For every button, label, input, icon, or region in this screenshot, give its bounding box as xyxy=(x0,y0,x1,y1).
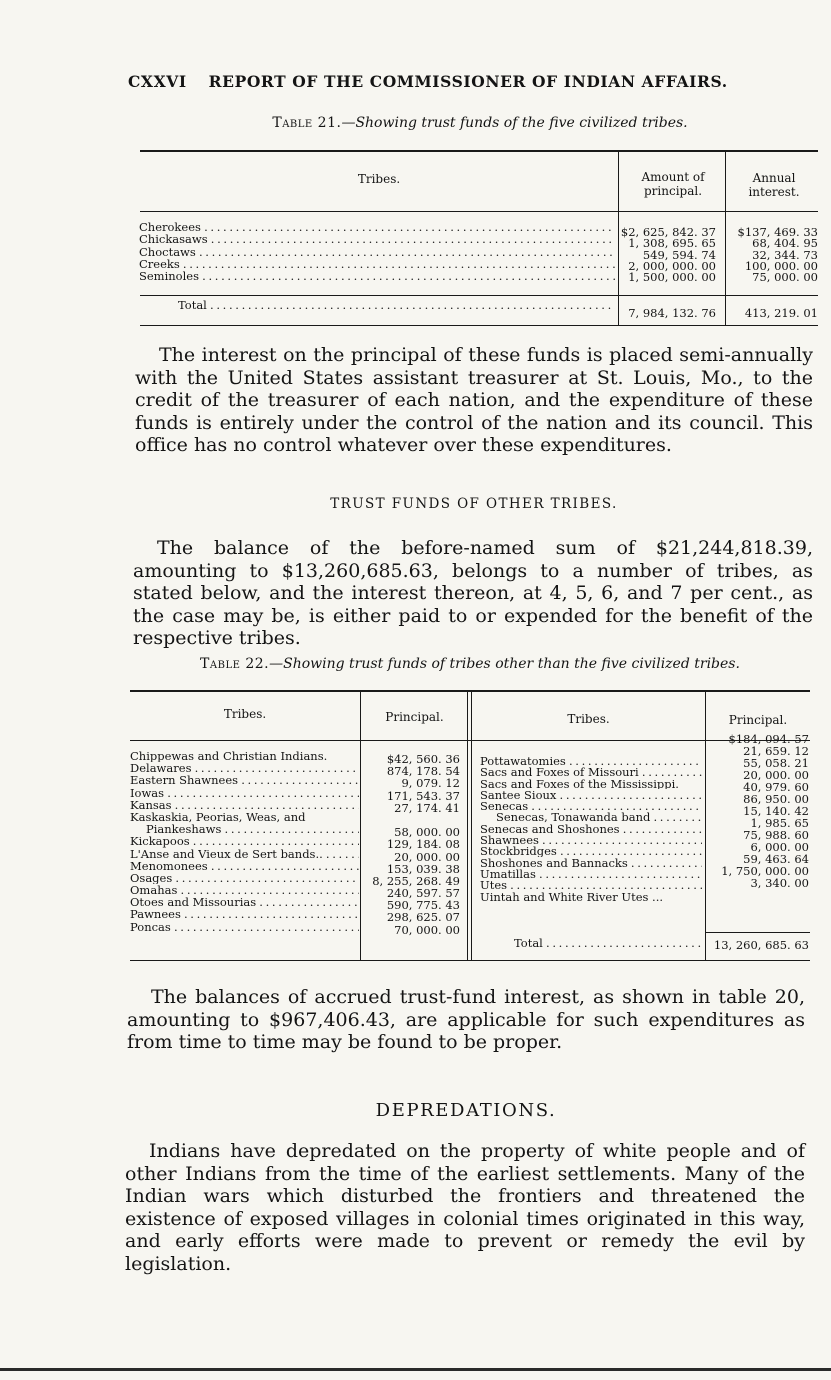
running-head xyxy=(128,72,808,91)
table22-header-principal-right: Principal. xyxy=(728,713,788,727)
table21-header-tribes: Tribes. xyxy=(357,172,401,186)
table-row-tribe: Shoshones and Bannacks . . . xyxy=(480,857,702,868)
table-row-tribe: Creeks . . . xyxy=(139,258,615,270)
table-row-tribe: Iowas . . . xyxy=(130,787,359,799)
table-cell-value: 2, 000, 000. 00 xyxy=(628,258,716,273)
table22-header-principal-left: Principal. xyxy=(385,710,444,724)
table21-header-interest: Annual interest. xyxy=(748,171,800,199)
table-row-tribe: Pawnees . . . xyxy=(130,908,359,920)
table22-header-tribes-left: Tribes. xyxy=(223,707,267,721)
table-cell-value: 75, 000. 00 xyxy=(752,270,818,285)
table22-caption: Table 22.—Showing trust funds of tribes other than the five civilized tribes. xyxy=(200,656,740,672)
table-cell-value: 68, 404. 95 xyxy=(752,236,818,251)
table21-principal-column xyxy=(620,227,716,283)
table21-interest-column xyxy=(727,227,818,283)
table-row-tribe: Piankeshaws . . . xyxy=(130,823,359,835)
table-cell-value: $137, 469. 33 xyxy=(737,225,818,239)
table-cell-value: 40, 979. 60 xyxy=(743,780,809,794)
table-row-tribe: L'Anse and Vieux de Sert bands.. . . . xyxy=(130,848,359,860)
section-heading-depredations: DEPREDATIONS. xyxy=(375,1100,557,1121)
table-cell-value: 70, 000. 00 xyxy=(394,922,460,937)
table-row-tribe: Senecas, Tonawanda band . . . xyxy=(480,811,702,822)
table-row-tribe: Choctaws . . . xyxy=(139,246,615,258)
table21-total-principal: 7, 984, 132. 76 xyxy=(628,306,716,320)
page-bottom-edge xyxy=(0,1368,831,1371)
table-cell-value: 1, 308, 695. 65 xyxy=(628,236,716,251)
table-cell-value: 20, 000. 00 xyxy=(743,768,809,782)
table-cell-value: 129, 184. 08 xyxy=(386,837,460,852)
table-cell-value: 75, 988. 60 xyxy=(743,828,809,842)
table-cell-value: 21, 659. 12 xyxy=(743,744,809,758)
table-cell-value: 549, 594. 74 xyxy=(642,247,716,262)
table-cell-value: 59, 463. 64 xyxy=(743,852,809,866)
table22-right-tribe-column xyxy=(480,755,702,902)
table-row-tribe: Osages . . . xyxy=(130,872,359,884)
table-cell-value: 874, 178. 54 xyxy=(386,764,460,779)
table21-total-label: Total . . . xyxy=(178,299,615,311)
paragraph-depredations: Indians have depredated on the property of white people and of other Indians from the time of the earliest settlements. Many of the Indian wars which disturbed the frontiers and threatened the existence of exposed villages in colonial times originated in this way, and early efforts were made to prevent or remedy the evil by legislation. xyxy=(125,1140,805,1275)
table-cell-value: 55, 058. 21 xyxy=(743,756,809,770)
table-row-tribe: Senecas and Shoshones . . . xyxy=(480,823,702,834)
table-row-tribe: Umatillas . . . xyxy=(480,868,702,879)
table-cell-value: 240, 597. 57 xyxy=(386,886,460,901)
table-cell-value: 8, 255, 268. 49 xyxy=(372,873,460,888)
table-row-tribe: Santee Sioux . . . xyxy=(480,789,702,800)
table-cell-value: 298, 625. 07 xyxy=(386,910,460,925)
table-row-tribe: Sacs and Foxes of Missouri . . . xyxy=(480,766,702,777)
table-row-tribe: Sacs and Foxes of the Mississippi. xyxy=(480,777,679,789)
table22-right-principal-column xyxy=(707,733,809,889)
table21-header-principal: Amount of principal. xyxy=(641,170,705,198)
table-row-tribe: Uintah and White River Utes ... xyxy=(480,890,664,902)
running-head-title: REPORT OF THE COMMISSIONER OF INDIAN AFFAIRS. xyxy=(208,72,728,91)
table-row-tribe: Pottawatomies . . . xyxy=(480,755,702,766)
table-cell-value: 6, 000. 00 xyxy=(750,840,809,854)
table-row-tribe: Utes . . . xyxy=(480,879,702,890)
table-cell-value: 100, 000. 00 xyxy=(744,258,818,273)
table-row-tribe: Poncas . . . xyxy=(130,921,359,933)
table21-total-interest: 413, 219. 01 xyxy=(744,306,818,320)
section-heading-trust-funds: TRUST FUNDS OF OTHER TRIBES. xyxy=(330,496,618,512)
paragraph-accrued-interest: The balances of accrued trust-fund interest, as shown in table 20, amounting to $967,406.43, are applicable for such expenditures as from time to time may be found to be proper. xyxy=(127,986,805,1053)
table-cell-value: 20, 000. 00 xyxy=(394,849,460,864)
table-cell-value: 27, 174. 41 xyxy=(394,800,460,815)
table-cell-value: 590, 775. 43 xyxy=(386,898,460,913)
table-row-tribe: Eastern Shawnees . . . xyxy=(130,774,359,786)
table-row-tribe: Menomonees . . . xyxy=(130,860,359,872)
table-row-tribe: Kickapoos . . . xyxy=(130,835,359,847)
table21-caption: Table 21.—Showing trust funds of the five civilized tribes. xyxy=(272,115,688,131)
table21-tribe-column xyxy=(139,221,615,282)
table-cell-value: 9, 079. 12 xyxy=(401,776,460,791)
table-cell-value: 32, 344. 73 xyxy=(752,247,818,262)
table22-total-value: 13, 260, 685. 63 xyxy=(713,938,809,952)
table22-left-principal-column xyxy=(362,753,460,936)
table-cell-value: 1, 500, 000. 00 xyxy=(628,270,716,285)
paragraph-balance: The balance of the before-named sum of $21,244,818.39, amounting to $13,260,685.63, belongs to a number of tribes, as stated below, and the interest thereon, at 4, 5, 6, and 7 per cent., as the case may be, is either paid to or expended for the benefit of the respective tribes. xyxy=(133,537,813,649)
table-row-tribe: Shawnees . . . xyxy=(480,834,702,845)
table-cell-value: 153, 039. 38 xyxy=(386,861,460,876)
table22-left-tribe-column xyxy=(130,750,359,933)
table-cell-value: 58, 000. 00 xyxy=(394,825,460,840)
table-row-tribe: Seminoles . . . xyxy=(139,270,615,282)
table-cell-value: 171, 543. 37 xyxy=(386,788,460,803)
table-row-tribe: Omahas . . . xyxy=(130,884,359,896)
table-cell-value: 15, 140. 42 xyxy=(743,804,809,818)
paragraph-trust-interest: The interest on the principal of these funds is placed semi-annually with the United States assistant treasurer at St. Louis, Mo., to the credit of the treasurer of each nation, and the expenditure of these funds is entirely under the control of the nation and its council. This office has no control whatever over these expenditures. xyxy=(135,344,813,456)
table-row-tribe: Chippewas and Christian Indians. xyxy=(130,750,328,763)
page-folio: CXXVI xyxy=(128,72,187,91)
table-row-tribe: Kansas . . . xyxy=(130,799,359,811)
table-cell-value: 1, 750, 000. 00 xyxy=(721,864,809,878)
table-row-tribe: Kaskaskia, Peorias, Weas, and xyxy=(130,810,306,824)
table-cell-value: 3, 340. 00 xyxy=(750,876,809,890)
table-row-tribe: Chickasaws . . . xyxy=(139,233,615,245)
table-cell-value: $2, 625, 842. 37 xyxy=(620,225,716,239)
table-cell-value: $42, 560. 36 xyxy=(386,752,460,766)
table-cell-value: 1, 985. 65 xyxy=(750,816,809,830)
table22-header-tribes-right: Tribes. xyxy=(567,712,610,726)
table-cell-value: 86, 950. 00 xyxy=(743,792,809,806)
table-cell-value: $184, 094. 57 xyxy=(728,732,809,746)
table-row-tribe: Otoes and Missourias . . . xyxy=(130,896,359,908)
table-row-tribe: Cherokees . . . xyxy=(139,221,615,233)
table-row-tribe: Stockbridges . . . xyxy=(480,845,702,856)
table22-total-label: Total . . . xyxy=(514,937,702,949)
table-row-tribe: Senecas . . . xyxy=(480,800,702,811)
table-row-tribe: Delawares . . . xyxy=(130,762,359,774)
